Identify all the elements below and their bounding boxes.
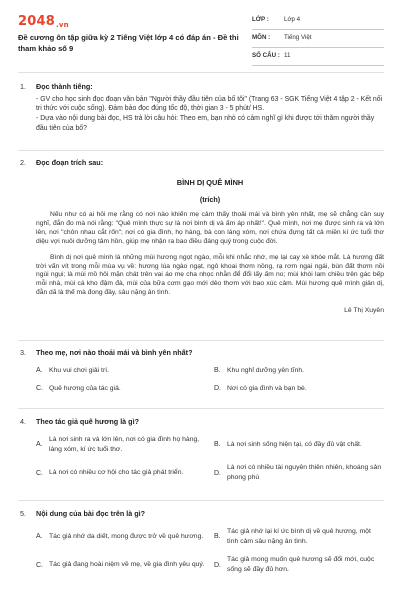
question-line: - Dựa vào nội dung bài đọc, HS trả lời câu hỏi: Theo em, bạn nhỏ có cảm nghĩ gì khi được tới thăm người thầy đầu tiên của bố?: [36, 115, 375, 132]
question-number: 2.: [20, 158, 26, 167]
question-number: 4.: [20, 417, 26, 426]
meta-value: 11: [284, 52, 291, 60]
question-line: - GV cho học sinh đọc đoạn văn bản "Người thầy đầu tiên của bố tôi" (Trang 63 - SGK Tiếng Việt 4 tập 2 - Kết nối tri thức với cuộc sống). Đảm bảo đọc đúng tốc độ, thời gian 3 - 5 phút/ HS.: [36, 95, 383, 113]
option-text: Khu nghỉ dưỡng yên tĩnh.: [227, 366, 305, 374]
option-letter: D.: [214, 561, 221, 569]
meta-row-subject: [252, 30, 384, 48]
option-text: Quê hương của tác giả.: [49, 384, 121, 392]
passage-subtitle: (trích): [199, 194, 221, 204]
options-grid: [36, 527, 384, 576]
question-heading: Đọc đoạn trích sau:: [36, 158, 104, 167]
option-letter: C.: [36, 469, 43, 477]
divider: [18, 340, 384, 341]
logo-text: 2048: [18, 14, 55, 29]
meta-label: MÔN :: [252, 34, 271, 42]
option-c[interactable]: [36, 555, 206, 575]
question-1: [18, 82, 384, 133]
divider: [18, 408, 384, 409]
option-text: Tác giả nhớ lại kí ức bình dị về quê hương, một tình cảm sâu nặng ân tình.: [227, 527, 371, 545]
question-5: [18, 509, 384, 575]
meta-label: LỚP :: [252, 16, 269, 24]
meta-row-grade: [252, 12, 384, 30]
option-letter: D.: [214, 385, 221, 393]
meta-value: Tiếng Việt: [284, 34, 312, 42]
option-text: Là nơi sinh sống hiện tại, có đầy đủ vật chất.: [227, 440, 362, 448]
question-3: [18, 348, 384, 394]
option-letter: B.: [214, 441, 221, 449]
option-a[interactable]: [36, 527, 206, 547]
divider: [18, 150, 384, 151]
question-4: [18, 417, 384, 483]
logo-suffix: .vn: [55, 21, 69, 30]
option-d[interactable]: [214, 463, 384, 483]
option-d[interactable]: [214, 555, 384, 575]
passage-author: Lê Thị Xuyên: [344, 307, 384, 315]
option-letter: B.: [214, 367, 221, 375]
option-letter: D.: [214, 469, 221, 477]
option-text: Là nơi sinh ra và lớn lên, nơi có gia đình họ hàng, láng xóm, kí ức tuổi thơ.: [49, 435, 200, 453]
option-b[interactable]: [214, 435, 384, 455]
option-letter: B.: [214, 533, 221, 541]
passage-paragraph: Bình dị nơi quê mình là những mùi hương ngọt ngào, mỗi khi nhắc nhớ, mẹ lại cay xè khóe mắt. Là hương đất trời vấn vít trong mỗi mùa vụ về: hương lúa ngào ngạt, ngô khoai thơm nồng, rạ rơm ngai ngái, bùn đất thơm nồi ngùi ngụi; là mùi mồ hôi mặn chát trên vai áo mẹ cha nhọc nhằn để đổi lấy ấm no; mùi khói lam chiều trên gác bếp mỗi nhà, mùi cá kho đậm đà, mùi của bữa cơm gạo mới dẻo thơm với bao xúc cảm. Mùi hương quê mình giản dị, đằn dã là thế mà đong đầy, sâu nặng ân tình.: [36, 253, 384, 297]
option-letter: A.: [36, 441, 43, 449]
passage-title: BÌNH DỊ QUÊ MÌNH: [176, 177, 244, 187]
options-grid: [36, 435, 384, 484]
option-a[interactable]: [36, 435, 206, 455]
option-c[interactable]: [36, 384, 206, 394]
site-logo[interactable]: [18, 13, 69, 31]
option-text: Tác giả nhớ da diết, mong được trở về quê hương.: [49, 532, 204, 540]
question-heading: Đọc thành tiếng:: [36, 82, 93, 91]
option-text: Tác giả mong muốn quê hương sẽ đổi mới, cuộc sống sẽ đầy đủ hơn.: [227, 556, 375, 574]
option-b[interactable]: [214, 366, 384, 376]
options-grid: [36, 366, 384, 394]
option-text: Khu vui chơi giải trí.: [49, 366, 109, 374]
option-letter: C.: [36, 561, 43, 569]
question-number: 1.: [20, 82, 26, 91]
option-text: Là nơi có nhiều tài nguyên thiên nhiên, khoáng sản phong phú: [227, 464, 382, 482]
meta-label: SỐ CÂU :: [252, 52, 280, 60]
meta-table: [252, 12, 384, 66]
divider: [18, 500, 384, 501]
option-letter: A.: [36, 533, 43, 541]
option-letter: C.: [36, 385, 43, 393]
question-heading: Nội dung của bài đọc trên là gì?: [36, 509, 146, 518]
question-heading: Theo tác giả quê hương là gì?: [36, 417, 139, 426]
option-text: Nơi có gia đình và bạn bè.: [227, 384, 307, 392]
option-letter: A.: [36, 367, 43, 375]
meta-row-count: [252, 48, 384, 66]
option-c[interactable]: [36, 463, 206, 483]
option-d[interactable]: [214, 384, 384, 394]
passage-paragraph: Nếu như có ai hỏi mẹ rằng có nơi nào khiến mẹ cảm thấy thoải mái và bình yên nhất, mẹ sẽ chẳng cần suy nghĩ, đắn đo mà nói rằng: "Quê mình thực sự là nơi bình dị và ấm áp nhất!". Quê mình, nơi mẹ được sinh ra và lớn lên, nơi "chôn nhau cắt rốn"; nơi có gia đình, họ hàng, bà con láng xóm, nơi chứa đựng tất cả miền kí ức tuổi thơ diệu vợi nuôi dưỡng tâm hồn, giúp mẹ nhận ra bao điều đáng quý trong cuộc đời.: [36, 211, 384, 245]
option-text: Là nơi có nhiều cơ hội cho tác giả phát triển.: [49, 469, 184, 477]
option-b[interactable]: [214, 527, 384, 547]
question-heading: Theo mẹ, nơi nào thoải mái và bình yên nhất?: [36, 348, 193, 357]
option-text: Tác giả đang hoài niệm về mẹ, về gia đình yêu quý.: [49, 561, 205, 569]
question-2: [18, 158, 384, 315]
option-a[interactable]: [36, 366, 206, 376]
document-title: Đề cương ôn tập giữa kỳ 2 Tiếng Việt lớp 4 có đáp án - Đề thi tham khảo số 9: [18, 33, 239, 53]
question-number: 5.: [20, 509, 26, 518]
meta-value: Lớp 4: [284, 16, 301, 24]
divider: [18, 72, 384, 73]
question-number: 3.: [20, 348, 26, 357]
